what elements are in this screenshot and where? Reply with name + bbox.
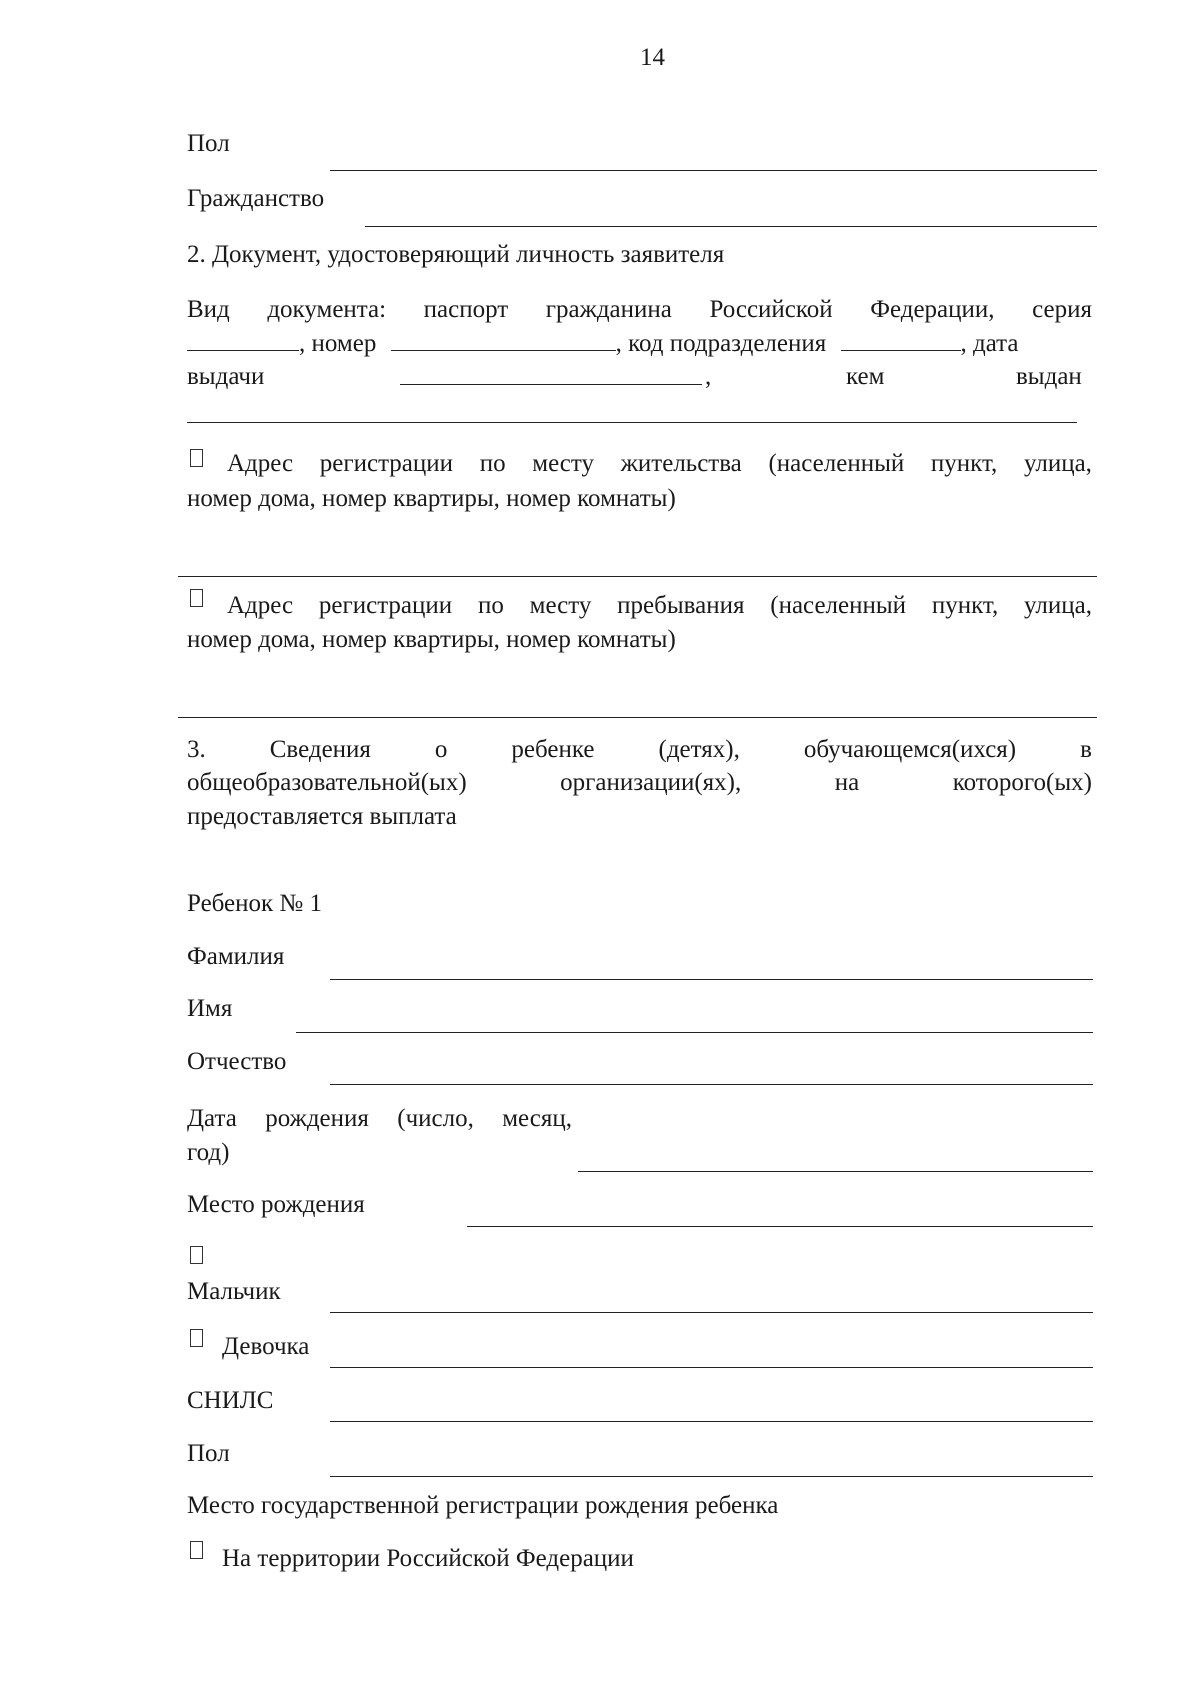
boy-checkbox[interactable]: [190, 1246, 203, 1264]
citizenship-label: Гражданство: [187, 185, 325, 212]
stay-address-line2: номер дома, номер квартиры, номер комнаты): [187, 626, 676, 653]
name-field[interactable]: [296, 1032, 1093, 1033]
residence-address-field[interactable]: [178, 576, 1097, 577]
residence-address-line1: Адрес регистрации по месту жительства (населенный пункт, улица,: [227, 450, 1092, 477]
sex-label: Пол: [187, 130, 230, 157]
child-heading: Ребенок № 1: [187, 890, 323, 917]
issue-date-field[interactable]: [400, 362, 702, 385]
series-field[interactable]: [187, 328, 299, 351]
issue-date-comma: ,: [705, 363, 712, 390]
girl-field[interactable]: [330, 1367, 1093, 1368]
document-series-number-line: , номер , код подразделения , дата: [187, 328, 1092, 359]
child-sex-label: Пол: [187, 1440, 230, 1467]
stay-address-line1: Адрес регистрации по месту пребывания (населенный пункт, улица,: [227, 592, 1092, 619]
issued-by-field[interactable]: [187, 422, 1077, 423]
sex-field[interactable]: [330, 170, 1097, 171]
snils-label: СНИЛС: [187, 1387, 274, 1414]
in-russia-checkbox[interactable]: [190, 1541, 203, 1559]
stay-address-field[interactable]: [178, 717, 1097, 718]
registration-place-label: Место государственной регистрации рождения ребенка: [187, 1492, 779, 1519]
birth-place-field[interactable]: [467, 1226, 1093, 1227]
issued-by-label-2: выдан: [1016, 363, 1082, 390]
child-sex-field[interactable]: [330, 1476, 1093, 1477]
birth-date-label-line1: Дата рождения (число, месяц,: [187, 1105, 572, 1132]
number-field[interactable]: [391, 328, 616, 351]
issued-by-label-1: кем: [846, 363, 885, 390]
residence-address-line2: номер дома, номер квартиры, номер комнаты): [187, 485, 676, 512]
patronymic-field[interactable]: [330, 1084, 1093, 1085]
patronymic-label: Отчество: [187, 1048, 287, 1075]
section3-line1: 3. Сведения о ребенке (детях), обучающемся(ихся) в: [187, 736, 1092, 763]
birth-date-field[interactable]: [578, 1171, 1093, 1172]
section3-line3: предоставляется выплата: [187, 803, 457, 830]
residence-address-checkbox[interactable]: [190, 449, 203, 467]
surname-field[interactable]: [330, 979, 1093, 980]
division-code-field[interactable]: [841, 328, 961, 351]
name-label: Имя: [187, 995, 233, 1022]
birth-place-label: Место рождения: [187, 1191, 365, 1218]
in-russia-label: На территории Российской Федерации: [222, 1545, 634, 1572]
girl-checkbox[interactable]: [190, 1329, 203, 1347]
surname-label: Фамилия: [187, 943, 285, 970]
birth-date-label-line2: год): [187, 1139, 230, 1166]
boy-field[interactable]: [330, 1312, 1093, 1313]
section3-line2: общеобразовательной(ых) организации(ях), на которого(ых): [187, 769, 1092, 796]
snils-field[interactable]: [330, 1421, 1093, 1422]
issue-date-label: выдачи: [187, 363, 265, 390]
document-type-line: Вид документа: паспорт гражданина Российской Федерации, серия: [187, 296, 1092, 323]
citizenship-field[interactable]: [365, 226, 1097, 227]
page-number: 14: [640, 44, 665, 71]
section2-title: 2. Документ, удостоверяющий личность заявителя: [187, 241, 725, 268]
girl-label: Девочка: [222, 1333, 310, 1360]
boy-label: Мальчик: [187, 1278, 281, 1305]
stay-address-checkbox[interactable]: [190, 589, 203, 607]
